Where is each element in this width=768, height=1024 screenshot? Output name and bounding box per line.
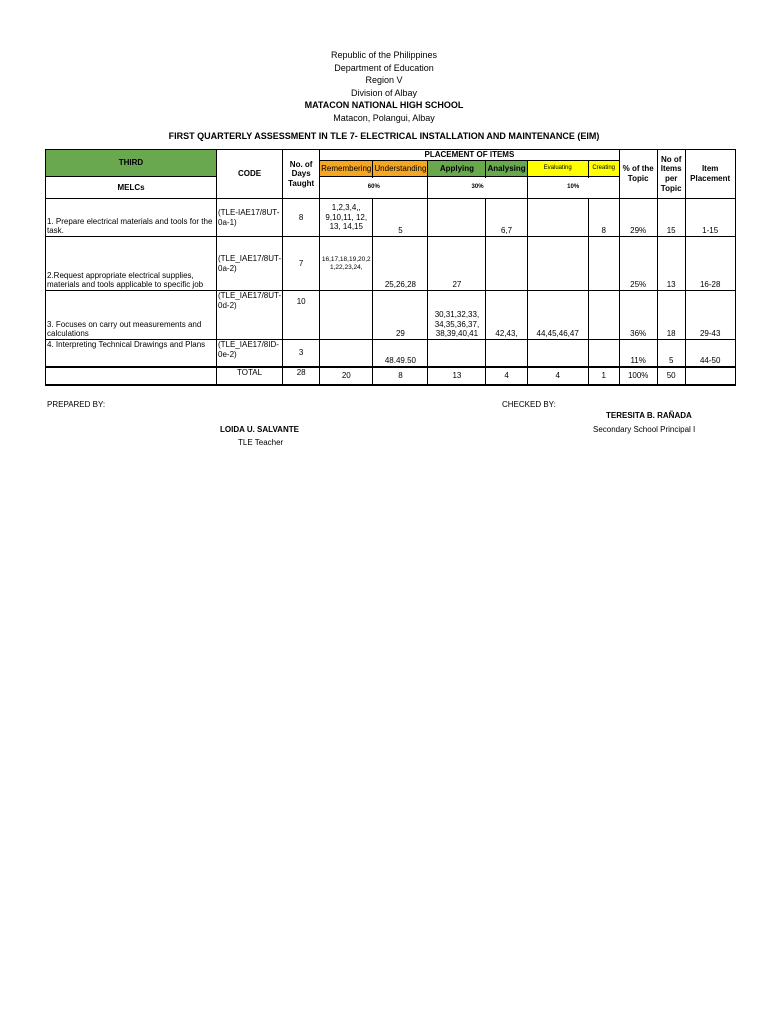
creating-cell [588,291,619,340]
analysing-cell: 6,7 [486,199,527,237]
header-school-name: MATACON NATIONAL HIGH SCHOOL [304,100,464,111]
applying-cell [428,340,486,367]
header-region: Region V [365,75,403,86]
total-label: TOTAL [217,367,283,385]
item-placement-header: Item Placement [685,150,735,199]
placement-cell: 29-43 [685,291,735,340]
remembering-cell: 16,17,18,19,20,21,22,23,24, [320,237,373,291]
analysing-header: Analysing [486,161,527,177]
melc-cell: 1. Prepare electrical materials and tools for the task. [46,199,217,237]
items-header: No of Items per Topic [657,150,685,199]
total-creating: 1 [588,367,619,385]
document-header [0,49,768,125]
melc-cell: 2.Request appropriate electrical supplies, materials and tools applicable to specific job [46,237,217,291]
total-row [46,367,736,385]
analysing-cell [486,340,527,367]
understanding-cell: 48.49.50 [373,340,428,367]
document-title: FIRST QUARTERLY ASSESSMENT IN TLE 7- ELECTRICAL INSTALLATION AND MAINTENANCE (EIM) [168,131,600,141]
days-cell: 8 [283,199,320,237]
table-of-specification [45,149,736,386]
placement-cell: 1-15 [685,199,735,237]
quarter-header: THIRD [46,150,217,177]
table-row [46,291,736,340]
melc-cell: 3. Focuses on carry out measurements and calculations [46,291,217,340]
days-cell: 7 [283,237,320,291]
creating-cell [588,340,619,367]
total-understanding: 8 [373,367,428,385]
code-header: CODE [217,150,283,199]
understanding-header: Understanding [373,161,428,177]
placement-cell: 44-50 [685,340,735,367]
total-evaluating: 4 [527,367,588,385]
total-percent: 100% [619,367,657,385]
analysing-cell: 42,43, [486,291,527,340]
remembering-cell [320,340,373,367]
code-cell: (TLE-IAE17/8UT-0a-1) [217,199,283,237]
remembering-cell [320,291,373,340]
header-division: Division of Albay [350,87,418,98]
days-header: No. of Days Taught [283,150,320,199]
prepared-by-title: TLE Teacher [238,438,284,447]
evaluating-cell: 44,45,46,47 [527,291,588,340]
checked-by-title: Secondary School Principal I [593,425,696,434]
header-row-1 [46,150,736,161]
days-cell: 3 [283,340,320,367]
applying-cell: 30,31,32,33, 34,35,36,37, 38,39,40,41 [428,291,486,340]
code-cell: (TLE_IAE17/8ID-0e-2) [217,340,283,367]
understanding-cell: 25,26,28 [373,237,428,291]
total-blank-cell [46,367,217,385]
items-cell: 13 [657,237,685,291]
table-row [46,199,736,237]
creating-header: Creating [588,161,619,177]
evaluating-header: Evaluating [527,161,588,177]
understanding-cell: 29 [373,291,428,340]
percent-cell: 25% [619,237,657,291]
weight-easy: 60% [320,177,428,199]
items-cell: 15 [657,199,685,237]
percent-header: % of the Topic [619,150,657,199]
evaluating-cell [527,340,588,367]
understanding-cell: 5 [373,199,428,237]
header-school-address: Matacon, Polangui, Albay [333,112,435,123]
creating-cell: 8 [588,199,619,237]
code-cell: (TLE_IAE17/8UT-0a-2) [217,237,283,291]
total-items: 50 [657,367,685,385]
total-remembering: 20 [320,367,373,385]
days-cell: 10 [283,291,320,340]
weight-difficult: 10% [527,177,619,199]
total-applying: 13 [428,367,486,385]
placement-cell: 16-28 [685,237,735,291]
melcs-header: MELCs [46,177,217,199]
total-analysing: 4 [486,367,527,385]
prepared-by-name: LOIDA U. SALVANTE [220,425,299,434]
creating-cell [588,237,619,291]
evaluating-cell [527,199,588,237]
percent-cell: 29% [619,199,657,237]
remembering-header: Remembering [320,161,373,177]
prepared-by-label: PREPARED BY: [47,400,106,409]
header-republic: Republic of the Philippines [330,50,438,60]
melc-cell: 4. Interpreting Technical Drawings and Plans [46,340,217,367]
header-department: Department of Education [334,62,434,73]
total-days: 28 [283,367,320,385]
items-cell: 5 [657,340,685,367]
applying-cell [428,199,486,237]
checked-by-label: CHECKED BY: [502,400,556,409]
table-row [46,340,736,367]
applying-cell: 27 [428,237,486,291]
applying-header: Applying [428,161,486,177]
code-cell: (TLE_IAE17/8UT-0d-2) [217,291,283,340]
percent-cell: 11% [619,340,657,367]
percent-cell: 36% [619,291,657,340]
analysing-cell [486,237,527,291]
checked-by-name: TERESITA B. RAÑADA [606,411,692,420]
evaluating-cell [527,237,588,291]
remembering-cell: 1,2,3,4,, 9,10,11, 12, 13, 14,15 [320,199,373,237]
placement-header: PLACEMENT OF ITEMS [320,150,620,161]
total-placement-blank [685,367,735,385]
items-cell: 18 [657,291,685,340]
weight-average: 30% [428,177,527,199]
table-row [46,237,736,291]
